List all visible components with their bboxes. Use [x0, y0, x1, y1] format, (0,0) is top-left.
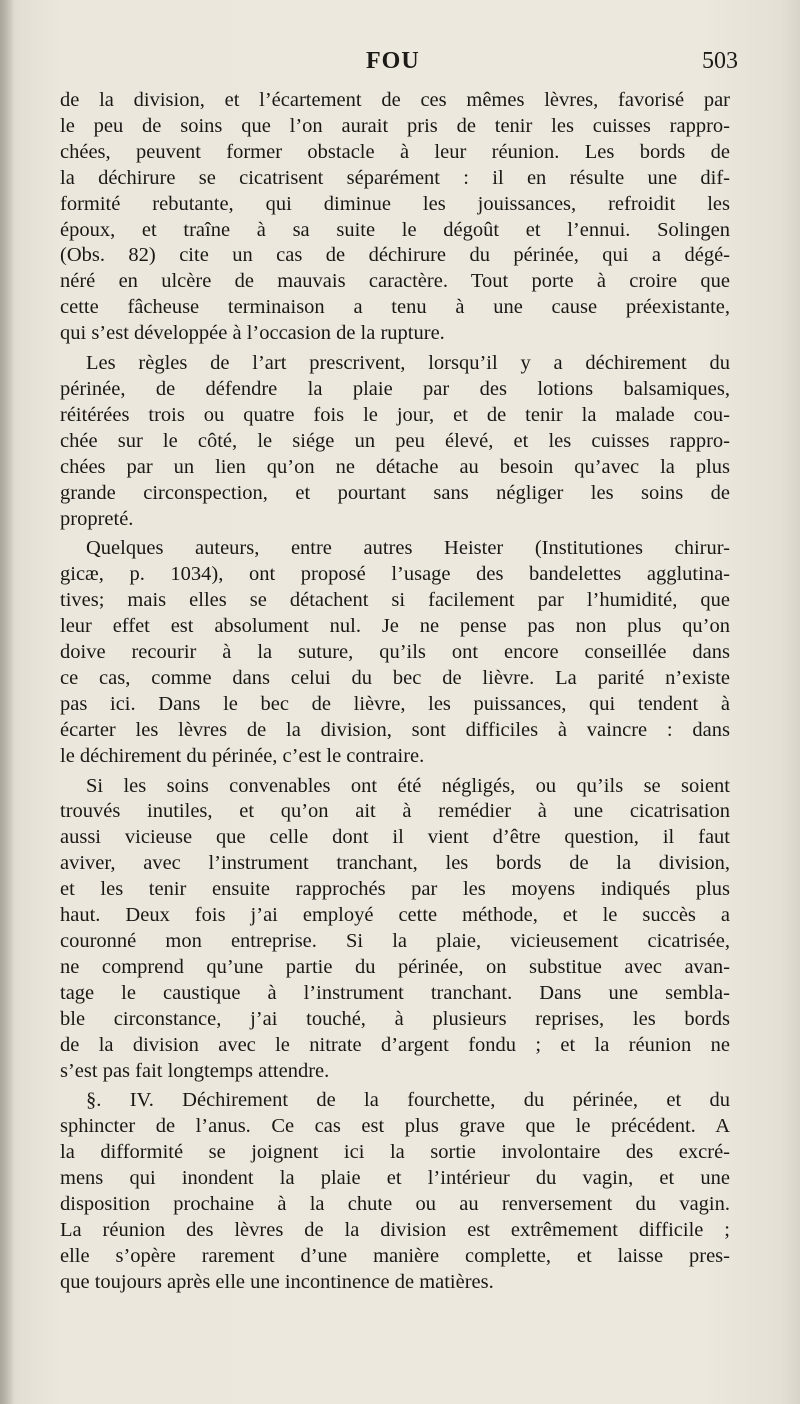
text-line: la déchirure se cicatrisent séparément : il en résulte une dif- — [60, 166, 730, 189]
text-line: ce cas, comme dans celui du bec de lièvre. La parité n’existe — [60, 666, 730, 689]
text-line: chées, peuvent former obstacle à leur réunion. Les bords de — [60, 140, 730, 163]
text-line: disposition prochaine à la chute ou au renversement du vagin. — [60, 1193, 730, 1216]
page-number: 503 — [702, 48, 738, 74]
text-line: le peu de soins que l’on aurait pris de tenir les cuisses rappro- — [60, 114, 730, 137]
text-line: cette fâcheuse terminaison a tenu à une cause préexistante, — [60, 296, 730, 319]
text-line: couronné mon entreprise. Si la plaie, vicieusement cicatrisée, — [60, 930, 730, 952]
page-header — [62, 48, 738, 88]
text-line: sphincter de l’anus. Ce cas est plus grave que le précédent. A — [60, 1115, 730, 1138]
paragraph — [60, 351, 730, 532]
body-text — [60, 88, 730, 1300]
text-line: écarter les lèvres de la division, sont difficiles à vaincre : dans — [60, 718, 730, 741]
text-line: tage le caustique à l’instrument tranchant. Dans une sembla- — [60, 981, 730, 1004]
text-line: réitérées trois ou quatre fois le jour, et de tenir la malade cou- — [60, 403, 730, 426]
text-line: gicæ, p. 1034), ont proposé l’usage des bandelettes agglutina- — [60, 563, 730, 586]
text-line: propreté. — [60, 507, 134, 530]
text-line: la difformité se joignent ici la sortie involontaire des excré- — [60, 1141, 730, 1164]
text-line: périnée, de défendre la plaie par des lotions balsamiques, — [60, 377, 730, 400]
text-line: elle s’opère rarement d’une manière complette, et laisse pres- — [60, 1244, 730, 1267]
text-line: formité rebutante, qui diminue les jouissances, refroidit les — [60, 192, 730, 215]
text-line: et les tenir ensuite rapprochés par les moyens indiqués plus — [60, 878, 730, 901]
text-line: trouvés inutiles, et qu’on ait à remédier à une cicatrisation — [60, 800, 730, 823]
text-line: aussi vicieuse que celle dont il vient d’être question, il faut — [60, 826, 730, 849]
text-line: grande circonspection, et pourtant sans négliger les soins de — [60, 481, 730, 504]
paragraph — [60, 774, 730, 1085]
text-line: §. IV. Déchirement de la fourchette, du périnée, et du — [86, 1089, 730, 1112]
text-line: mens qui inondent la plaie et l’intérieur du vagin, et une — [60, 1167, 730, 1190]
text-line: doive recourir à la suture, qu’ils ont encore conseillée dans — [60, 641, 730, 664]
text-line: chée sur le côté, le siége un peu élevé, et les cuisses rappro- — [60, 429, 730, 452]
text-line: (Obs. 82) cite un cas de déchirure du périnée, qui a dégé- — [60, 244, 730, 267]
text-line: ne comprend qu’une partie du périnée, on substitue avec avan- — [60, 955, 730, 978]
text-line: Si les soins convenables ont été négligés, ou qu’ils se soient — [86, 774, 730, 797]
text-line: que toujours après elle une incontinence de matières. — [60, 1270, 494, 1293]
text-line: chées par un lien qu’on ne détache au besoin qu’avec la plus — [60, 455, 730, 478]
text-line: de la division, et l’écartement de ces mêmes lèvres, favorisé par — [60, 89, 730, 111]
text-line: aviver, avec l’instrument tranchant, les bords de la division, — [60, 852, 730, 875]
gutter-shadow — [0, 0, 14, 1404]
text-line: leur effet est absolument nul. Je ne pense pas non plus qu’on — [60, 615, 730, 638]
text-line: néré en ulcère de mauvais caractère. Tout porte à croire que — [60, 270, 730, 293]
paragraph — [60, 1088, 730, 1295]
text-line: époux, et traîne à sa suite le dégoût et l’ennui. Solingen — [60, 218, 730, 241]
text-line: haut. Deux fois j’ai employé cette méthode, et le succès a — [60, 904, 730, 927]
text-line: Les règles de l’art prescrivent, lorsqu’il y a déchirement du — [86, 352, 730, 375]
text-line: le déchirement du périnée, c’est le contraire. — [60, 744, 425, 767]
text-line: pas ici. Dans le bec de lièvre, les puissances, qui tendent à — [60, 692, 730, 715]
text-line: ble circonstance, j’ai touché, à plusieurs reprises, les bords — [60, 1007, 730, 1030]
text-line: qui s’est développée à l’occasion de la rupture. — [60, 322, 445, 345]
text-line: La réunion des lèvres de la division est extrêmement difficile ; — [60, 1218, 730, 1241]
paragraph — [60, 88, 730, 347]
text-line: de la division avec le nitrate d’argent fondu ; et la réunion ne — [60, 1033, 730, 1056]
running-head: FOU — [366, 48, 420, 74]
text-line: s’est pas fait longtemps attendre. — [60, 1059, 330, 1082]
text-line: Quelques auteurs, entre autres Heister (Institutiones chirur- — [86, 537, 730, 560]
text-line: tives; mais elles se détachent si facilement par l’humidité, que — [60, 589, 730, 612]
paragraph — [60, 536, 730, 769]
